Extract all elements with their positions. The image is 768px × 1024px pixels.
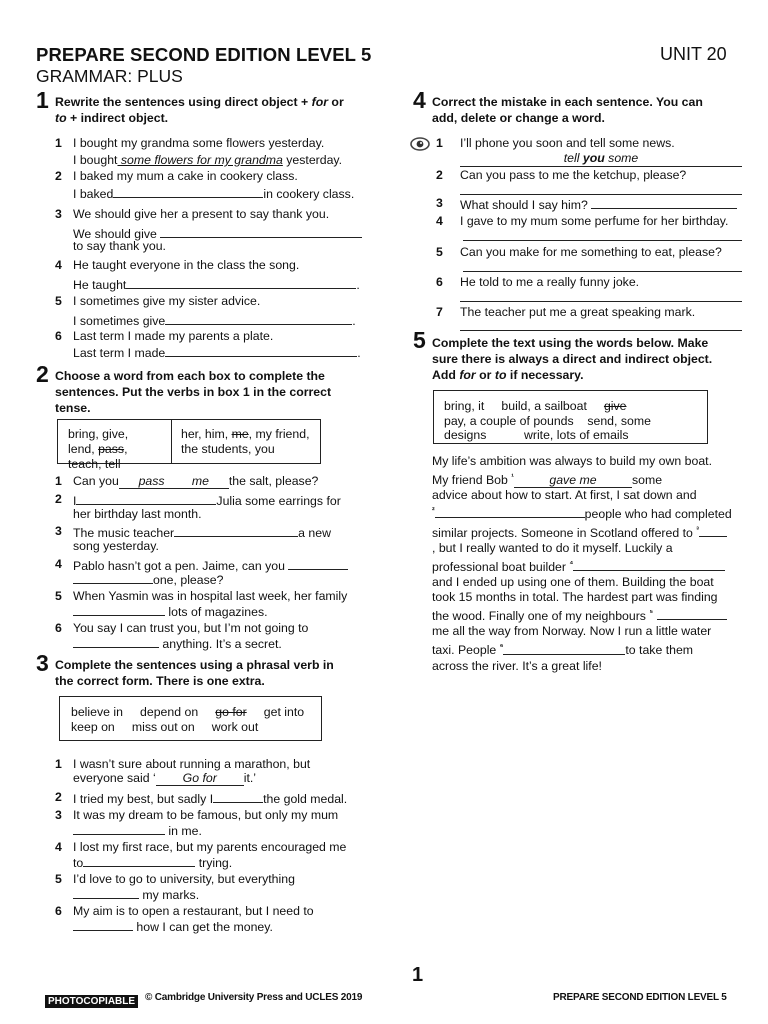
answer-blank[interactable] (165, 344, 357, 357)
answer-blank[interactable] (460, 301, 742, 302)
answer-blank[interactable] (174, 524, 298, 537)
section-3-number: 3 (36, 650, 49, 676)
prompt: I bought my grandma some flowers yesterday. (73, 136, 325, 150)
list-item: 1 (55, 136, 62, 150)
item-number: 5 (55, 872, 62, 886)
item-number: 5 (436, 245, 443, 259)
prompt: I baked my mum a cake in cookery class. (73, 169, 298, 183)
word-box-2-left (58, 420, 171, 471)
sentence-cont: my marks. (73, 886, 199, 903)
answer-blank[interactable] (83, 854, 195, 867)
item-number: 4 (55, 557, 62, 571)
sentence: Can you pass to me the ketchup, please? (460, 168, 687, 182)
answer-blank[interactable] (213, 790, 263, 803)
sentence: You say I can trust you, but I’m not going to (73, 621, 309, 635)
sentence-cont: song yesterday. (73, 539, 159, 553)
prompt: We should give her a present to say thank you. (73, 207, 330, 221)
item-number: 6 (55, 904, 62, 918)
answer-line: He taught . (73, 278, 360, 292)
answer-blank[interactable] (435, 505, 585, 518)
answer-blank[interactable] (460, 330, 742, 331)
item-number: 2 (55, 790, 62, 804)
item-number: 3 (55, 808, 62, 822)
section-1-instruction: Rewrite the sentences using direct object + for or to + indirect object. (55, 95, 344, 125)
prompt: He taught everyone in the class the song. (73, 258, 300, 272)
example-answer: tell you some (460, 151, 742, 167)
answer-blank[interactable] (73, 918, 133, 931)
sentence-cont: to trying. (73, 856, 233, 870)
text-line: $^{^2}$ people who had completed (432, 506, 732, 522)
box-text: lend, pass, (68, 442, 128, 456)
answer-blank[interactable] (73, 603, 165, 616)
word-box-5 (433, 390, 708, 444)
sentence: He told to me a really funny joke. (460, 275, 640, 289)
item-number: 5 (55, 294, 62, 308)
sentence: I tried my best, but sadly I the gold medal. (73, 792, 348, 806)
answer-blank[interactable] (503, 642, 625, 655)
sentence: What should I say him? (460, 196, 737, 213)
sentence-cont: how I can get the money. (73, 918, 273, 935)
item-number: 5 (55, 589, 62, 603)
sentence-cont: one, please? (73, 571, 223, 588)
item-number: 6 (55, 621, 62, 635)
sentence: The music teacher a new (73, 526, 331, 540)
sentence: I wasn’t sure about running a marathon, but (73, 757, 311, 771)
text-line: My life’s ambition was always to build my own boat. (432, 454, 712, 468)
answer-blank[interactable] (699, 524, 727, 537)
box-text: pay, a couple of pounds send, some (444, 414, 651, 428)
sentence-cont: in me. (73, 822, 202, 839)
page-number: 1 (412, 964, 424, 986)
answer-line: I baked in cookery class. (73, 187, 355, 201)
answer-blank[interactable] (160, 225, 362, 238)
box-text: keep on miss out on work out (71, 720, 259, 734)
text-line: the wood. Finally one of my neighbours $^{^5}$ (432, 605, 750, 624)
sentence-cont: anything. It’s a secret. (73, 635, 282, 652)
answer-blank[interactable] (463, 240, 742, 241)
answer-blank[interactable] (73, 822, 165, 835)
box-text: bring, it build, a sailboat give (444, 399, 627, 413)
answer-blank[interactable] (573, 558, 725, 571)
text-line: professional boat builder $^{^4}$ (432, 556, 750, 575)
photocopiable-badge: PHOTOCOPIABLE (45, 991, 138, 1009)
item-number: 3 (55, 207, 62, 221)
item-number: 4 (436, 214, 443, 228)
text-line: , but I really wanted to do it myself. Luckily a (432, 541, 673, 556)
answer-line: We should give (73, 225, 362, 242)
text-line: and I ended up using one of them. Building the boat (432, 575, 714, 590)
story-text (432, 454, 750, 674)
text-line: me all the way from Norway. Now I run a little water (432, 624, 712, 639)
answer-blank[interactable] (463, 271, 742, 272)
item-number: 4 (55, 840, 62, 854)
item-number: 3 (55, 524, 62, 538)
answer-line: I bought some flowers for my grandma yesterday. (73, 153, 343, 167)
box-divider (171, 420, 172, 463)
section-2-instruction: Choose a word from each box to complete the sentences. Put the verbs in box 1 in the correct tense. (55, 369, 332, 415)
section-3-instruction: Complete the sentences using a phrasal verb in the correct form. There is one extra. (55, 658, 334, 688)
sentence-cont: her birthday last month. (73, 507, 202, 521)
sentence: My aim is to open a restaurant, but I need to (73, 904, 314, 918)
word-box-2 (57, 419, 321, 471)
item-number: 2 (436, 168, 443, 182)
answer-line-cont: to say thank you. (73, 239, 166, 253)
sentence: The teacher put me a great speaking mark. (460, 305, 696, 319)
eye-icon (410, 137, 430, 151)
answer-blank[interactable] (657, 607, 727, 620)
answer-blank[interactable] (460, 194, 742, 195)
answer-line: I sometimes give . (73, 314, 356, 328)
section-2-number: 2 (36, 361, 49, 387)
sentence-cont: lots of magazines. (73, 603, 268, 620)
sentence: It was my dream to be famous, but only my mum (73, 808, 339, 822)
text-line: My friend Bob $^{^1}$ gave me some (432, 472, 663, 488)
text-line: took 15 months in total. The hardest part was finding (432, 590, 718, 605)
item-number: 3 (436, 196, 443, 210)
example-answer: pass me (119, 475, 229, 489)
sentence: I’d love to go to university, but everything (73, 872, 295, 886)
item-number: 6 (436, 275, 443, 289)
sentence: Pablo hasn’t got a pen. Jaime, can you (73, 557, 348, 574)
item-number: 2 (55, 169, 62, 183)
section-4-number: 4 (413, 87, 426, 113)
sentence: Can you make for me something to eat, please? (460, 245, 722, 259)
sentence: I lost my first race, but my parents encouraged me (73, 840, 347, 854)
answer-blank[interactable] (73, 886, 139, 899)
answer-blank[interactable] (73, 635, 159, 648)
item-number: 1 (436, 136, 443, 150)
item-number: 4 (55, 258, 62, 272)
box-text: teach, tell (68, 457, 121, 471)
text-line: across the river. It’s a great life! (432, 658, 602, 673)
sentence: I gave to my mum some perfume for her birthday. (460, 214, 729, 228)
sentence: Can you pass me the salt, please? (73, 474, 319, 488)
section-5-number: 5 (413, 327, 426, 353)
prompt: Last term I made my parents a plate. (73, 329, 274, 343)
example-answer: Go for (156, 772, 244, 786)
copyright: © Cambridge University Press and UCLES 2019 (145, 992, 363, 1003)
answer-blank[interactable] (288, 557, 348, 570)
example-answer: some flowers for my grandma (117, 153, 283, 167)
box-text: her, him, me, my friend, (181, 427, 310, 441)
box-text: designs write, lots of emails (444, 428, 629, 442)
worksheet-subtitle: GRAMMAR: PLUS (36, 66, 183, 86)
word-box-3 (59, 696, 322, 741)
section-4-instruction: Correct the mistake in each sentence. You can add, delete or change a word. (432, 95, 703, 125)
item-number: 2 (55, 492, 62, 506)
box-text: believe in depend on go for get into (71, 705, 305, 719)
sentence: I Julia some earrings for (73, 494, 341, 508)
prompt: I sometimes give my sister advice. (73, 294, 261, 308)
section-1-number: 1 (36, 87, 49, 113)
example-answer: gave me (514, 474, 632, 488)
text-line: advice about how to start. At first, I sat down and (432, 488, 697, 503)
text-line: similar projects. Someone in Scotland offered to $^{^3}$ (432, 522, 750, 541)
box-text: the students, you (181, 442, 275, 456)
answer-blank[interactable] (113, 185, 263, 198)
worksheet-title: PREPARE SECOND EDITION LEVEL 5 (36, 44, 372, 65)
item-number: 6 (55, 329, 62, 343)
answer-blank[interactable] (165, 312, 352, 325)
answer-blank[interactable] (591, 196, 737, 209)
footer-level: PREPARE SECOND EDITION LEVEL 5 (553, 992, 727, 1003)
item-number: 7 (436, 305, 443, 319)
item-number: 1 (55, 474, 62, 488)
answer-line: Last term I made . (73, 346, 361, 360)
sentence: I’ll phone you soon and tell some news. (460, 136, 675, 150)
section-5-instruction: Complete the text using the words below. Make sure there is always a direct and indirect object. Add for or to if necessary. (432, 336, 713, 382)
item-number: 1 (55, 757, 62, 771)
answer-blank[interactable] (73, 571, 153, 584)
answer-blank[interactable] (126, 276, 356, 289)
sentence-cont: everyone said ‘ Go for it.’ (73, 771, 257, 785)
box-text: bring, give, (68, 427, 129, 441)
answer-blank[interactable] (76, 492, 216, 505)
text-line: taxi. People $^{^6}$ to take them (432, 642, 694, 658)
sentence: When Yasmin was in hospital last week, her family (73, 589, 348, 603)
unit-label: UNIT 20 (660, 44, 727, 64)
